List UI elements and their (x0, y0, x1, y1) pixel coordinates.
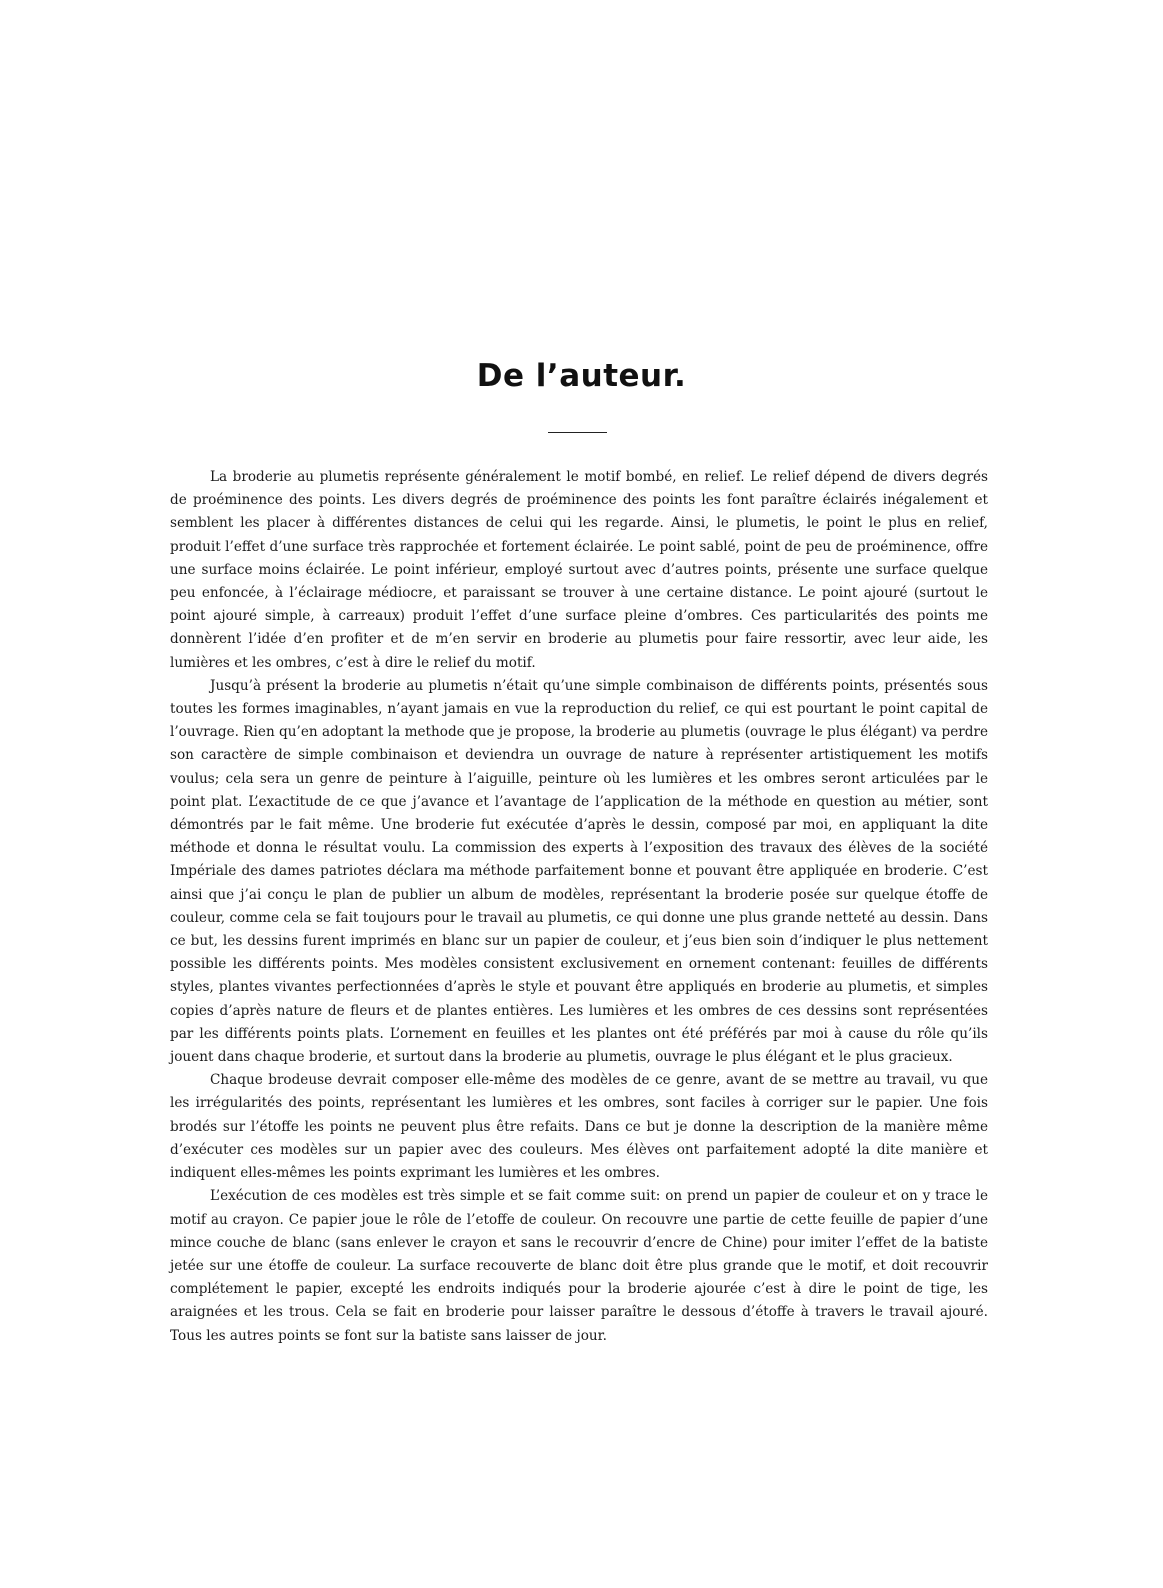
paragraph-2: Jusqu’à présent la broderie au plumetis n’était qu’une simple combinaison de différents points, présentés sous toutes les formes imaginables, n’ayant jamais en vue la reproduction du relief, ce qui est pourtant le point capital de l’ouvrage. Rien qu’en adoptant la methode que je propose, la broderie au plumetis (ouvrage le plus élégant) va perdre son caractère de simple combinaison et deviendra un ouvrage de nature à représenter artistiquement les motifs voulus; cela sera un genre de peinture à l’aiguille, peinture où les lumières et les ombres seront articulées par le point plat. L’exactitude de ce que j’avance et l’avantage de l’application de la méthode en question au métier, sont démontrés par le fait même. Une broderie fut exécutée d’après le dessin, composé par moi, en appliquant la dite méthode et donna le résultat voulu. La commission des experts à l’exposition des travaux des élèves de la société Impériale des dames patriotes déclara ma méthode parfaitement bonne et pouvant être appliquée en broderie. C’est ainsi que j’ai conçu le plan de publier un album de modèles, représentant la broderie posée sur quelque étoffe de couleur, comme cela se fait toujours pour le travail au plumetis, ce qui donne une plus grande netteté au dessin. Dans ce but, les dessins furent imprimés en blanc sur un papier de couleur, et j’eus bien soin d’indiquer le plus nettement possible les différents points. Mes modèles consistent exclusivement en ornement contenant: feuilles de différents styles, plantes vivantes perfectionnées d’après le style et pouvant être appliqués en broderie au plumetis, et simples copies d’après nature de fleurs et de plantes entières. Les lumières et les ombres de ces dessins sont représentées par les différents points plats. L’ornement en feuilles et les plantes ont été préférés par moi à cause du rôle qu’ils jouent dans chaque broderie, et surtout dans la broderie au plumetis, ouvrage le plus élégant et le plus gracieux. (170, 677, 988, 1066)
paragraph-3: Chaque brodeuse devrait composer elle-même des modèles de ce genre, avant de se mettre au travail, vu que les irrégularités des points, représentant les lumières et les ombres, sont faciles à corriger sur le papier. Une fois brodés sur l’étoffe les points ne peuvent plus être refaits. Dans ce but je donne la description de la manière même d’exécuter ces modèles sur un papier avec des couleurs. Mes élèves ont parfaitement adopté la dite manière et indiquent elles-mêmes les points exprimant les lumières et les ombres. (170, 1072, 988, 1182)
paragraph-4: L’exécution de ces modèles est très simple et se fait comme suit: on prend un papier de couleur et on y trace le motif au crayon. Ce papier joue le rôle de l’etoffe de couleur. On recouvre une partie de cette feuille de papier d’une mince couche de blanc (sans enlever le crayon et sans le recouvrir d’encre de Chine) pour imiter l’effet de la batiste jetée sur une étoffe de couleur. La surface recouverte de blanc doit être plus grande que le motif, et doit recouvrir complétement le papier, excepté les endroits indiqués pour la broderie ajourée c’est à dire le point de tige, les araignées et les trous. Cela se fait en broderie pour laisser paraître le dessous d’étoffe à travers le travail ajouré. Tous les autres points se font sur la batiste sans laisser de jour. (170, 1188, 988, 1344)
body-text (170, 466, 988, 1348)
page-title: De l’auteur. (476, 358, 687, 394)
title-divider (548, 432, 607, 433)
paragraph-1: La broderie au plumetis représente généralement le motif bombé, en relief. Le relief dépend de divers degrés de proéminence des points. Les divers degrés de proéminence des points les font paraître éclairés inégalement et semblent les placer à différentes distances de celui qui les regarde. Ainsi, le plumetis, le point le plus en relief, produit l’effet d’une surface très rapprochée et fortement éclairée. Le point sablé, point de peu de proéminence, offre une surface moins éclairée. Le point inférieur, employé surtout avec d’autres points, présente une surface quelque peu enfoncée, à l’éclairage médiocre, et paraissant se trouver à une certaine distance. Le point ajouré (surtout le point ajouré simple, à carreaux) produit l’effet d’une surface pleine d’ombres. Ces particularités des points me donnèrent l’idée d’en profiter et de m’en servir en broderie au plumetis pour faire ressortir, avec leur aide, les lumières et les ombres, c’est à dire le relief du motif. (170, 469, 988, 671)
